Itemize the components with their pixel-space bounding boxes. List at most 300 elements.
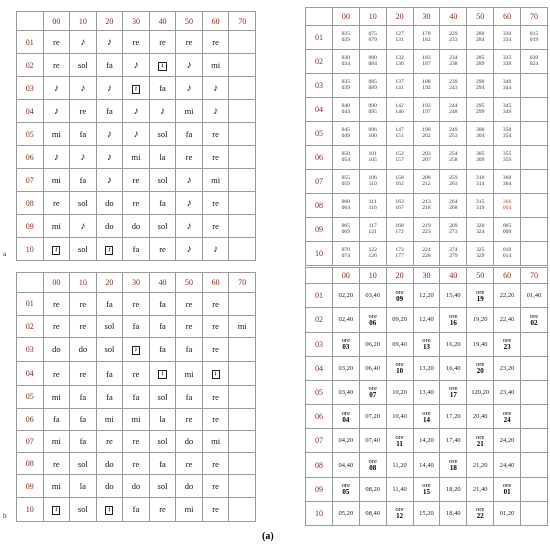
row-header: 08 (17, 453, 44, 475)
note-cell: re (123, 453, 150, 475)
column-header: 10 (70, 12, 97, 31)
column-header: 20 (96, 273, 123, 293)
range-start: 330 (502, 30, 512, 37)
column-header: 60 (494, 268, 521, 284)
day-range-cell (332, 49, 359, 73)
row-header: 04 (306, 97, 333, 121)
ore-label: ore (476, 288, 485, 296)
note-cell: re (202, 475, 229, 497)
note-cell (229, 453, 256, 475)
hour-cell (359, 380, 386, 404)
range-end: 172 (395, 229, 404, 236)
table-row (17, 169, 256, 192)
hour-cell (359, 308, 386, 332)
range-start: 285 (475, 54, 485, 61)
note-cell: mi (43, 475, 70, 497)
table-row (306, 25, 548, 49)
eighth-note-icon: ♪ (106, 174, 112, 186)
hour-cell: 14,20 (413, 429, 440, 453)
hour-cell (413, 477, 440, 501)
range-end: 258 (449, 157, 458, 164)
range-end: 197 (422, 109, 431, 116)
day-range-cell (359, 217, 386, 241)
column-header: 00 (43, 12, 70, 31)
table-row (306, 121, 548, 145)
range-end: 100 (368, 133, 377, 140)
day-range-cell (332, 193, 359, 217)
corner-cell (17, 273, 44, 293)
figure-caption: (a) (262, 531, 274, 542)
range-start: 163 (395, 199, 404, 206)
day-range-cell (386, 241, 413, 265)
range-start: 208 (422, 175, 431, 182)
note-cell: sol (149, 386, 176, 408)
range-end: 034 (341, 61, 350, 68)
range-end: 024 (529, 61, 539, 68)
range-start: 229 (449, 30, 458, 37)
day-range-cell (521, 25, 548, 49)
hour-cell: 16,20 (440, 332, 467, 356)
hour-cell: 20,40 (467, 405, 494, 429)
range-start: 101 (368, 151, 377, 158)
note-cell (96, 31, 123, 54)
row-header: 09 (306, 217, 333, 241)
row-header: 03 (17, 337, 44, 361)
range-end: 304 (475, 133, 485, 140)
note-cell: re (176, 315, 203, 337)
ore-number: 04 (342, 415, 350, 424)
note-cell: mi (43, 123, 70, 146)
table-row (17, 315, 256, 337)
range-end: 110 (368, 181, 377, 188)
note-cell: do (96, 192, 123, 215)
ore-label: ore (422, 482, 431, 490)
column-header: 30 (123, 12, 150, 31)
ore-number: 18 (449, 464, 457, 473)
ore-label: ore (502, 409, 512, 417)
ore-number: 21 (476, 439, 484, 448)
note-cell: fa (96, 386, 123, 408)
day-range-cell (386, 73, 413, 97)
day-range-cell (521, 97, 548, 121)
note-cell: re (123, 430, 150, 452)
day-range-cell (332, 25, 359, 49)
note-cell: fa (123, 315, 150, 337)
range-start: 015 (529, 30, 539, 37)
note-cell (96, 77, 123, 100)
eighth-note-icon: ♪ (80, 151, 86, 163)
table-row (17, 77, 256, 100)
column-header: 10 (359, 268, 386, 284)
rest-icon: 𝄽 (132, 346, 140, 355)
range-start: 122 (368, 247, 377, 254)
table-row (17, 123, 256, 146)
row-header: 01 (17, 31, 44, 54)
range-end: 039 (341, 85, 350, 92)
range-start: 173 (395, 247, 404, 254)
note-cell (229, 293, 256, 315)
note-cell: sol (70, 54, 97, 77)
hour-cell: 15,40 (440, 284, 467, 308)
note-cell: re (202, 215, 229, 238)
hour-cell: 09,40 (386, 332, 413, 356)
day-range-cell (440, 169, 467, 193)
note-cell: fa (123, 497, 150, 521)
hour-cell: 09,20 (386, 308, 413, 332)
note-cell: sol (96, 337, 123, 361)
range-start: 168 (395, 223, 404, 230)
day-range-cell (359, 73, 386, 97)
day-range-cell (413, 241, 440, 265)
note-cell: mi (176, 100, 203, 123)
range-end: 136 (395, 61, 404, 68)
hour-cell: 12,20 (413, 284, 440, 308)
hour-cell: 04,40 (332, 453, 359, 477)
note-cell: fa (123, 238, 150, 261)
range-end: 167 (395, 205, 404, 212)
day-range-cell (413, 145, 440, 169)
range-end: 192 (422, 85, 431, 92)
hour-cell: 02,40 (332, 308, 359, 332)
hour-cell (521, 380, 548, 404)
note-cell: fa (70, 169, 97, 192)
range-end: 243 (449, 85, 458, 92)
note-cell: sol (149, 169, 176, 192)
range-start: 305 (475, 151, 485, 158)
note-cell (202, 238, 229, 261)
ore-label: ore (368, 458, 377, 466)
ore-number: 02 (530, 318, 538, 327)
row-header: 09 (17, 215, 44, 238)
range-end: 059 (341, 181, 350, 188)
table-row (17, 408, 256, 430)
note-cell: re (202, 146, 229, 169)
range-end: 182 (422, 37, 431, 44)
range-end: 105 (368, 157, 377, 164)
corner-cell (306, 268, 333, 284)
day-range-cell (494, 73, 521, 97)
range-start: 264 (449, 199, 458, 206)
row-header: 01 (17, 293, 44, 315)
note-cell: mi (176, 497, 203, 521)
rest-icon: 𝄽 (105, 506, 113, 515)
ore-label: ore (341, 337, 350, 345)
note-cell: re (123, 362, 150, 386)
column-header: 10 (359, 8, 386, 26)
range-start: 040 (341, 102, 350, 109)
range-end: 049 (341, 133, 350, 140)
range-end: 354 (502, 133, 512, 140)
day-range-cell (494, 145, 521, 169)
ore-number: 19 (476, 294, 484, 303)
note-cell: re (202, 453, 229, 475)
range-end: 054 (341, 157, 350, 164)
ore-number: 08 (369, 464, 377, 473)
day-range-cell (386, 49, 413, 73)
note-cell: re (149, 238, 176, 261)
row-header: 06 (17, 146, 44, 169)
hour-cell (413, 332, 440, 356)
note-cell: re (202, 123, 229, 146)
corner-cell (306, 8, 333, 26)
note-cell: re (70, 100, 97, 123)
eighth-note-icon: ♪ (186, 197, 192, 209)
range-start: 315 (475, 199, 485, 206)
eighth-note-icon: ♪ (213, 82, 219, 94)
note-cell: re (202, 408, 229, 430)
hour-cell (467, 284, 494, 308)
hour-cell: 04,20 (332, 429, 359, 453)
ore-number: 09 (396, 294, 404, 303)
row-header: 04 (306, 356, 333, 380)
table-row (306, 49, 548, 73)
note-cell: re (70, 315, 97, 337)
range-start: 259 (449, 175, 458, 182)
table-row (306, 429, 548, 453)
note-cell (96, 497, 123, 521)
day-range-cell (467, 145, 494, 169)
note-cell (229, 497, 256, 521)
range-end: 289 (475, 61, 485, 68)
note-cell: fa (149, 453, 176, 475)
hour-cell: 24,40 (494, 453, 521, 477)
range-start: 055 (341, 175, 350, 182)
note-cell: re (70, 293, 97, 315)
range-end: 079 (368, 37, 377, 44)
note-cell (229, 215, 256, 238)
note-cell: re (176, 293, 203, 315)
note-cell (96, 238, 123, 261)
note-cell (70, 146, 97, 169)
note-cell (229, 146, 256, 169)
row-header: 02 (17, 54, 44, 77)
ore-label: ore (476, 361, 485, 369)
table-row (17, 238, 256, 261)
note-cell: la (149, 408, 176, 430)
note-cell: fa (70, 430, 97, 452)
day-range-cell (332, 121, 359, 145)
note-cell: re (202, 315, 229, 337)
header-row (17, 273, 256, 293)
range-start: 350 (502, 127, 512, 134)
note-cell (43, 146, 70, 169)
note-cell: re (202, 386, 229, 408)
day-range-cell (440, 193, 467, 217)
table-row (306, 308, 548, 332)
ore-number: 07 (369, 391, 377, 400)
hour-cell (521, 332, 548, 356)
rest-icon: 𝄽 (52, 246, 60, 255)
ore-label: ore (449, 385, 458, 393)
range-end: 146 (395, 109, 404, 116)
range-end: 238 (449, 61, 458, 68)
range-end: 116 (368, 205, 377, 212)
hour-cell: 12,40 (413, 308, 440, 332)
header-row (306, 8, 548, 26)
range-start: 325 (475, 247, 485, 254)
note-cell: re (43, 315, 70, 337)
hour-cell: 17,40 (440, 429, 467, 453)
note-cell: fa (96, 100, 123, 123)
note-cell (123, 77, 150, 100)
hour-cell: 15,20 (413, 501, 440, 525)
day-range-cell (413, 49, 440, 73)
range-start: 340 (502, 78, 512, 85)
row-header: 07 (17, 430, 44, 452)
hour-cell: 13,40 (413, 380, 440, 404)
rest-icon: 𝄽 (158, 62, 166, 71)
row-header: 01 (306, 25, 333, 49)
note-cell: fa (149, 337, 176, 361)
note-cell: re (43, 453, 70, 475)
hour-cell: 19,40 (467, 332, 494, 356)
day-range-cell (440, 73, 467, 97)
hour-cell: 14,40 (413, 453, 440, 477)
note-cell (229, 362, 256, 386)
day-range-cell (359, 121, 386, 145)
day-range-cell (413, 25, 440, 49)
eighth-note-icon: ♪ (80, 36, 86, 48)
rest-icon: 𝄽 (105, 246, 113, 255)
note-cell: sol (96, 315, 123, 337)
day-range-cell (494, 241, 521, 265)
note-cell: re (43, 31, 70, 54)
note-cell (176, 77, 203, 100)
note-cell: re (202, 31, 229, 54)
note-cell (229, 408, 256, 430)
ore-number: 12 (396, 512, 404, 521)
table-row (17, 337, 256, 361)
hour-cell (440, 308, 467, 332)
note-cell (70, 77, 97, 100)
day-range-cell (386, 217, 413, 241)
range-end: 253 (449, 133, 458, 140)
column-header: 60 (202, 273, 229, 293)
ore-label: ore (341, 409, 350, 417)
table-row (17, 100, 256, 123)
ore-label: ore (395, 506, 404, 514)
note-cell: re (123, 192, 150, 215)
table-row (306, 332, 548, 356)
table-row (306, 193, 548, 217)
range-start: 065 (341, 223, 350, 230)
hour-cell: 03,40 (359, 284, 386, 308)
range-start: 132 (395, 54, 404, 61)
row-header: 05 (17, 386, 44, 408)
day-range-cell (332, 73, 359, 97)
note-cell (70, 215, 97, 238)
row-header: 10 (17, 497, 44, 521)
range-start: 188 (422, 78, 431, 85)
hour-cell (332, 332, 359, 356)
range-start: 152 (395, 151, 404, 158)
range-end: 344 (502, 85, 512, 92)
table-row (17, 192, 256, 215)
range-start: 035 (341, 78, 350, 85)
day-range-cell (386, 25, 413, 49)
note-cell (149, 100, 176, 123)
column-header: 40 (440, 8, 467, 26)
ore-number: 01 (503, 488, 511, 497)
column-header: 70 (521, 268, 548, 284)
hour-cell: 21,20 (467, 453, 494, 477)
day-range-cell (332, 217, 359, 241)
day-range-cell (386, 121, 413, 145)
table-row (306, 217, 548, 241)
column-header: 70 (229, 273, 256, 293)
table-row (306, 73, 548, 97)
row-header: 04 (17, 100, 44, 123)
day-range-cell (359, 169, 386, 193)
hour-cell (521, 356, 548, 380)
ore-label: ore (449, 312, 458, 320)
range-end: 339 (502, 61, 512, 68)
hour-cell (521, 453, 548, 477)
table-row (17, 430, 256, 452)
table-row (306, 477, 548, 501)
range-start: 020 (529, 54, 539, 61)
eighth-note-icon: ♪ (213, 243, 219, 255)
note-cell: la (149, 146, 176, 169)
range-start: 030 (341, 54, 350, 61)
note-cell: mi (96, 408, 123, 430)
note-cell: sol (70, 497, 97, 521)
ore-number: 23 (503, 343, 511, 352)
range-start: 193 (422, 102, 431, 109)
ore-label: ore (395, 433, 404, 441)
range-start: 070 (341, 247, 350, 254)
day-range-cell (467, 49, 494, 73)
range-start: 366 (502, 199, 512, 206)
range-end: 329 (475, 253, 485, 260)
note-cell: re (43, 293, 70, 315)
table-row (17, 362, 256, 386)
range-start: 137 (395, 78, 404, 85)
range-end: 131 (395, 37, 404, 44)
ore-label: ore (368, 312, 377, 320)
range-end: 069 (341, 229, 350, 236)
hour-cell (521, 477, 548, 501)
eighth-note-icon: ♪ (106, 128, 112, 140)
hour-cell: 21,40 (467, 477, 494, 501)
row-header: 10 (17, 238, 44, 261)
row-header: 06 (17, 408, 44, 430)
day-range-cell (467, 241, 494, 265)
day-range-cell (440, 241, 467, 265)
range-start: 045 (341, 127, 350, 134)
day-range-cell (332, 97, 359, 121)
hour-cell (467, 356, 494, 380)
note-cell (229, 100, 256, 123)
hour-cell: 01,40 (521, 284, 548, 308)
ore-label: ore (341, 482, 350, 490)
note-cell: fa (176, 386, 203, 408)
range-end: 212 (422, 181, 431, 188)
day-range-cell (413, 73, 440, 97)
range-start: 050 (341, 151, 350, 158)
column-header: 10 (70, 273, 97, 293)
day-range-cell (386, 169, 413, 193)
hour-cell (332, 405, 359, 429)
hour-cell: 16,40 (440, 356, 467, 380)
note-cell (43, 238, 70, 261)
eighth-note-icon: ♪ (53, 151, 59, 163)
range-end: 187 (422, 61, 431, 68)
column-header: 50 (176, 273, 203, 293)
hour-cell (440, 453, 467, 477)
range-end: 121 (368, 229, 377, 236)
day-range-cell (521, 73, 548, 97)
